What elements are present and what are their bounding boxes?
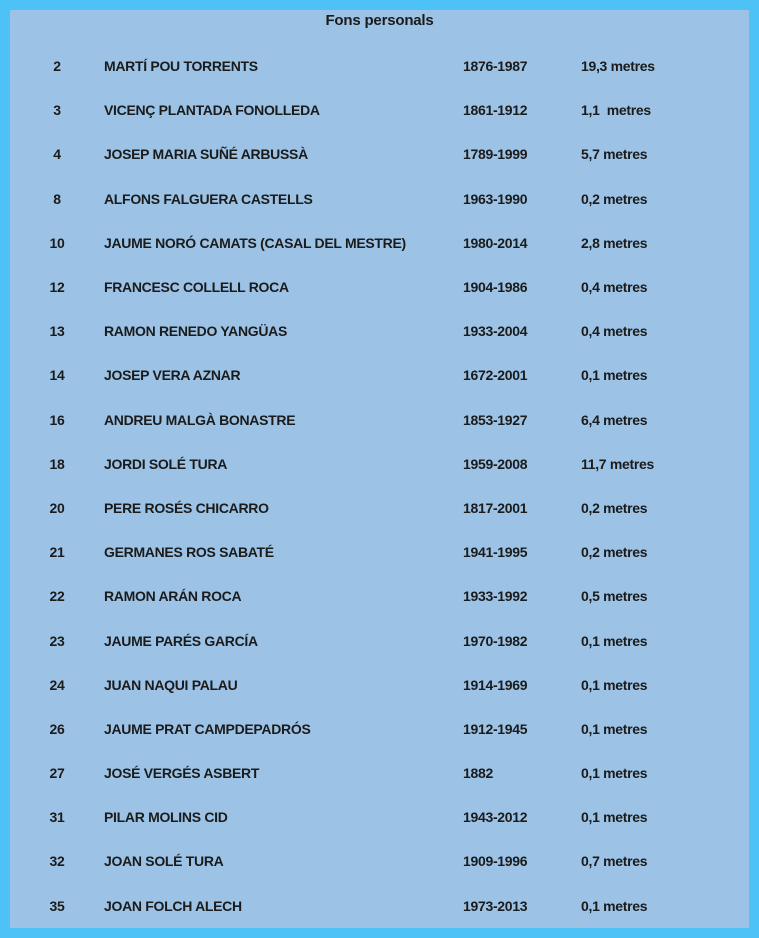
fons-extent-cell: 2,8 metres bbox=[581, 234, 648, 251]
table-row bbox=[10, 309, 749, 353]
fons-number-cell: 31 bbox=[49, 809, 65, 826]
fons-dates-cell: 1789-1999 bbox=[463, 146, 528, 163]
fons-dates-cell: 1853-1927 bbox=[463, 411, 528, 428]
fons-personals-panel bbox=[10, 10, 749, 928]
fons-extent-cell: 1,1 metres bbox=[581, 102, 651, 119]
fons-name-cell: ALFONS FALGUERA CASTELLS bbox=[104, 190, 313, 207]
fons-extent-cell: 0,1 metres bbox=[581, 676, 648, 693]
fons-extent-cell: 0,1 metres bbox=[581, 720, 648, 737]
fons-dates-cell: 1882 bbox=[463, 765, 493, 782]
fons-extent-cell: 0,1 metres bbox=[581, 897, 648, 914]
fons-extent-cell: 0,1 metres bbox=[581, 632, 648, 649]
fons-dates-cell: 1861-1912 bbox=[463, 102, 528, 119]
fons-dates-cell: 1941-1995 bbox=[463, 544, 528, 561]
fons-dates-cell: 1970-1982 bbox=[463, 632, 528, 649]
fons-extent-cell: 11,7 metres bbox=[581, 455, 654, 472]
fons-name-cell: JORDI SOLÉ TURA bbox=[104, 455, 228, 472]
fons-number-cell: 16 bbox=[49, 411, 65, 428]
fons-name-cell: GERMANES ROS SABATÉ bbox=[104, 544, 274, 561]
fons-extent-cell: 0,1 metres bbox=[581, 367, 648, 384]
fons-dates-cell: 1672-2001 bbox=[463, 367, 528, 384]
fons-dates-cell: 1914-1969 bbox=[463, 676, 528, 693]
fons-number-cell: 32 bbox=[49, 853, 65, 870]
fons-name-cell: JAUME PARÉS GARCÍA bbox=[104, 632, 258, 649]
fons-dates-cell: 1817-2001 bbox=[463, 499, 528, 516]
fons-extent-cell: 0,2 metres bbox=[581, 190, 648, 207]
fons-name-cell: RAMON RENEDO YANGÜAS bbox=[104, 323, 288, 340]
table-row bbox=[10, 44, 749, 88]
fons-name-cell: PILAR MOLINS CID bbox=[104, 809, 228, 826]
fons-name-cell: PERE ROSÉS CHICARRO bbox=[104, 499, 269, 516]
fons-name-cell: JOAN FOLCH ALECH bbox=[104, 897, 242, 914]
fons-dates-cell: 1943-2012 bbox=[463, 809, 528, 826]
fons-dates-cell: 1876-1987 bbox=[463, 58, 528, 75]
fons-dates-cell: 1973-2013 bbox=[463, 897, 528, 914]
fons-name-cell: JOSEP VERA AZNAR bbox=[104, 367, 241, 384]
table-row bbox=[10, 398, 749, 442]
fons-name-cell: RAMON ARÁN ROCA bbox=[104, 588, 242, 605]
fons-name-cell: JAUME PRAT CAMPDEPADRÓS bbox=[104, 720, 311, 737]
table-row bbox=[10, 751, 749, 795]
fons-name-cell: VICENÇ PLANTADA FONOLLEDA bbox=[104, 102, 320, 119]
fons-dates-cell: 1963-1990 bbox=[463, 190, 528, 207]
fons-dates-cell: 1912-1945 bbox=[463, 720, 528, 737]
fons-name-cell: JOSEP MARIA SUÑÉ ARBUSSÀ bbox=[104, 146, 308, 163]
fons-extent-cell: 0,2 metres bbox=[581, 499, 648, 516]
fons-extent-cell: 0,4 metres bbox=[581, 279, 648, 296]
fons-name-cell: ANDREU MALGÀ BONASTRE bbox=[104, 411, 296, 428]
fons-number-cell: 8 bbox=[53, 190, 61, 207]
fons-dates-cell: 1909-1996 bbox=[463, 853, 528, 870]
fons-number-cell: 23 bbox=[49, 632, 65, 649]
table-row bbox=[10, 884, 749, 928]
fons-number-cell: 14 bbox=[49, 367, 65, 384]
fons-number-cell: 21 bbox=[49, 544, 65, 561]
fons-table-body bbox=[10, 44, 749, 928]
fons-dates-cell: 1904-1986 bbox=[463, 279, 528, 296]
fons-extent-cell: 0,1 metres bbox=[581, 765, 648, 782]
fons-extent-cell: 0,4 metres bbox=[581, 323, 648, 340]
fons-number-cell: 3 bbox=[53, 102, 61, 119]
fons-number-cell: 20 bbox=[49, 499, 65, 516]
fons-extent-cell: 0,1 metres bbox=[581, 809, 648, 826]
fons-number-cell: 18 bbox=[49, 455, 65, 472]
fons-extent-cell: 0,5 metres bbox=[581, 588, 648, 605]
table-row bbox=[10, 221, 749, 265]
fons-number-cell: 12 bbox=[49, 279, 65, 296]
table-row bbox=[10, 177, 749, 221]
table-row bbox=[10, 486, 749, 530]
fons-number-cell: 10 bbox=[49, 234, 65, 251]
table-row bbox=[10, 839, 749, 883]
fons-dates-cell: 1933-2004 bbox=[463, 323, 528, 340]
fons-extent-cell: 0,7 metres bbox=[581, 853, 648, 870]
table-row bbox=[10, 265, 749, 309]
table-row bbox=[10, 707, 749, 751]
table-row bbox=[10, 663, 749, 707]
table-row bbox=[10, 442, 749, 486]
table-row bbox=[10, 795, 749, 839]
fons-extent-cell: 6,4 metres bbox=[581, 411, 648, 428]
fons-number-cell: 2 bbox=[53, 58, 61, 75]
fons-number-cell: 27 bbox=[49, 765, 65, 782]
fons-extent-cell: 19,3 metres bbox=[581, 58, 655, 75]
fons-name-cell: JOAN SOLÉ TURA bbox=[104, 853, 224, 870]
table-row bbox=[10, 132, 749, 176]
fons-number-cell: 26 bbox=[49, 720, 65, 737]
fons-name-cell: JUAN NAQUI PALAU bbox=[104, 676, 238, 693]
table-row bbox=[10, 353, 749, 397]
fons-name-cell: JAUME NORÓ CAMATS (CASAL DEL MESTRE) bbox=[104, 234, 406, 251]
fons-number-cell: 22 bbox=[49, 588, 65, 605]
fons-name-cell: FRANCESC COLLELL ROCA bbox=[104, 279, 289, 296]
fons-name-cell: MARTÍ POU TORRENTS bbox=[104, 58, 258, 75]
fons-dates-cell: 1980-2014 bbox=[463, 234, 528, 251]
table-row bbox=[10, 618, 749, 662]
table-row bbox=[10, 574, 749, 618]
fons-name-cell: JOSÉ VERGÉS ASBERT bbox=[104, 765, 260, 782]
table-row bbox=[10, 530, 749, 574]
page-title: Fons personals bbox=[325, 12, 434, 29]
table-row bbox=[10, 88, 749, 132]
fons-number-cell: 4 bbox=[53, 146, 61, 163]
fons-dates-cell: 1959-2008 bbox=[463, 455, 528, 472]
fons-number-cell: 13 bbox=[49, 323, 65, 340]
fons-number-cell: 24 bbox=[49, 676, 65, 693]
fons-extent-cell: 0,2 metres bbox=[581, 544, 648, 561]
fons-extent-cell: 5,7 metres bbox=[581, 146, 648, 163]
fons-number-cell: 35 bbox=[49, 897, 65, 914]
fons-dates-cell: 1933-1992 bbox=[463, 588, 528, 605]
